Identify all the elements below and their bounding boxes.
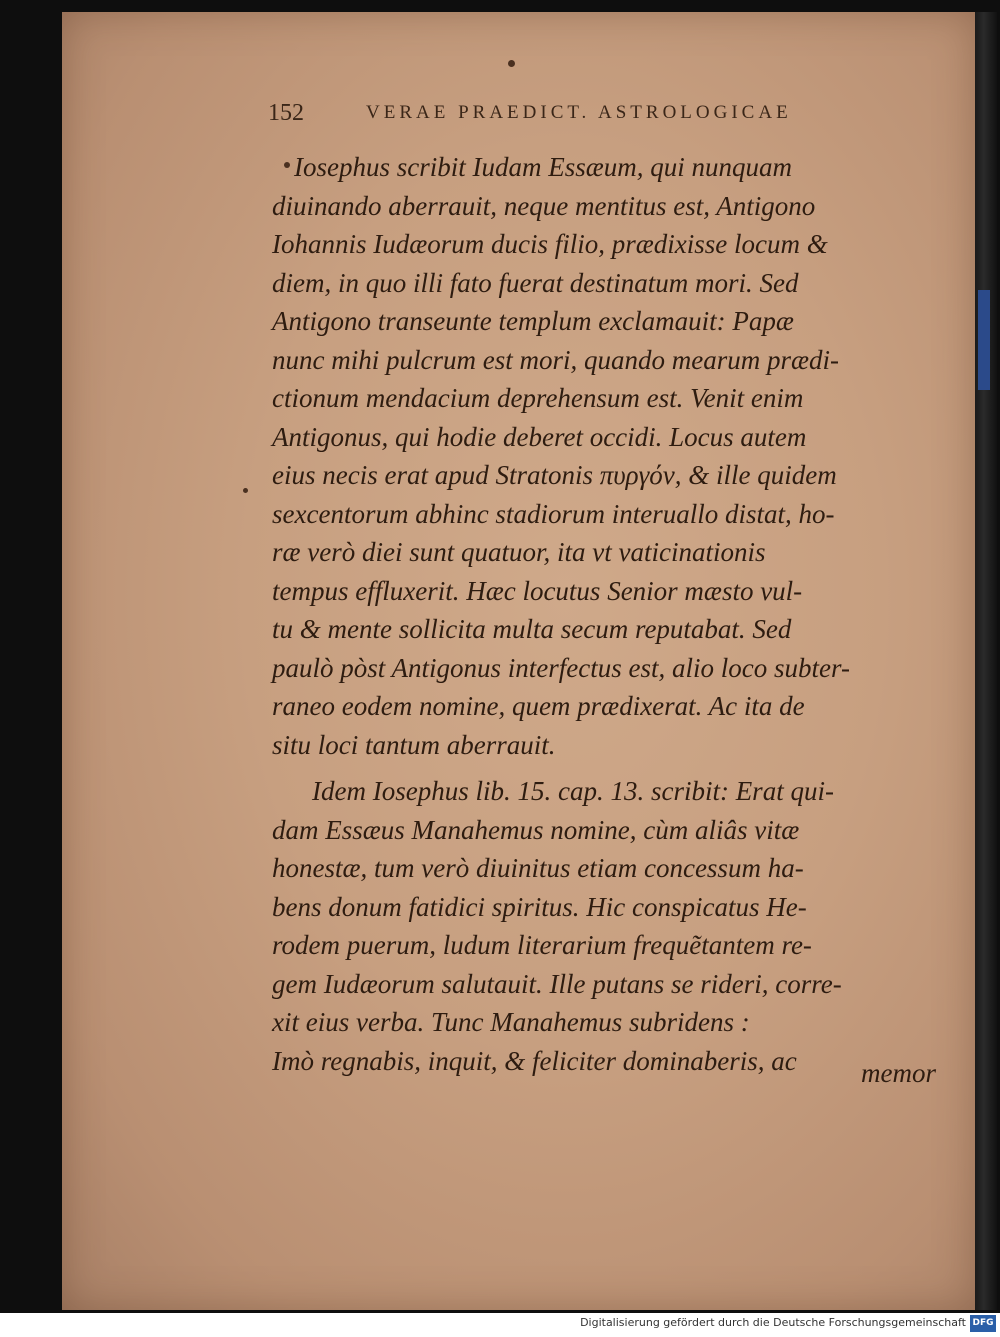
text-line: rodem puerum, ludum literarium frequẽtantem re- xyxy=(272,930,812,960)
paragraph-2 xyxy=(272,772,932,1080)
footer-strip xyxy=(0,1313,1000,1337)
dfg-logo: DFG xyxy=(970,1315,996,1332)
text-line: ræ verò diei sunt quatuor, ita vt vaticinationis xyxy=(272,537,766,567)
text-line: ctionum mendacium deprehensum est. Venit enim xyxy=(272,383,804,413)
text-line: paulò pòst Antigonus interfectus est, alio loco subter- xyxy=(272,652,850,683)
text-line: Iohannis Iudæorum ducis filio, prædixisse locum & xyxy=(272,229,828,259)
text-line: Idem Iosephus lib. 15. cap. 13. scribit: Erat qui- xyxy=(312,776,834,806)
page-number: 152 xyxy=(268,100,304,126)
catchword: memor xyxy=(861,1058,936,1088)
text-line: nunc mihi pulcrum est mori, quando mearum prædi- xyxy=(272,344,839,375)
ink-spot xyxy=(243,488,248,493)
text-line: honestæ, tum verò diuinitus etiam concessum ha- xyxy=(272,853,804,883)
page-edge xyxy=(975,12,997,1310)
text-line: sexcentorum abhinc stadiorum interuallo distat, ho- xyxy=(272,498,835,529)
text-line: raneo eodem nomine, quem prædixerat. Ac ita de xyxy=(272,691,805,721)
color-bar-tab xyxy=(978,290,990,390)
running-head: VERAE PRAEDICT. ASTROLOGICAE xyxy=(366,102,792,123)
text-line: Iosephus scribit Iudam Essæum, qui nunquam xyxy=(294,152,792,182)
text-line: diem, in quo illi fato fuerat destinatum mori. Sed xyxy=(272,267,799,298)
ink-spot xyxy=(508,60,515,67)
text-line: Antigono transeunte templum exclamauit: Papæ xyxy=(272,306,794,336)
text-line: Antigonus, qui hodie deberet occidi. Locus autem xyxy=(272,421,807,452)
text-line: situ loci tantum aberrauit. xyxy=(272,729,556,760)
text-line: xit eius verba. Tunc Manahemus subridens : xyxy=(272,1007,750,1037)
text-line: diuinando aberrauit, neque mentitus est, Antigono xyxy=(272,190,816,221)
text-line: eius necis erat apud Stratonis πυργόν, & ille quidem xyxy=(272,460,837,490)
text-line: tempus effluxerit. Hæc locutus Senior mæsto vul- xyxy=(272,575,803,606)
digitization-credit: Digitalisierung gefördert durch die Deutsche Forschungsgemeinschaft xyxy=(580,1316,966,1329)
text-line: gem Iudæorum salutauit. Ille putans se rideri, corre- xyxy=(272,968,842,999)
paragraph-1 xyxy=(272,148,932,764)
text-line: Imò regnabis, inquit, & feliciter dominaberis, ac xyxy=(272,1045,797,1076)
text-line: tu & mente sollicita multa secum reputabat. Sed xyxy=(272,614,792,644)
text-line: dam Essæus Manahemus nomine, cùm aliâs vitæ xyxy=(272,814,800,845)
page-header xyxy=(268,100,908,130)
text-line: bens donum fatidici spiritus. Hic conspicatus He- xyxy=(272,891,807,922)
